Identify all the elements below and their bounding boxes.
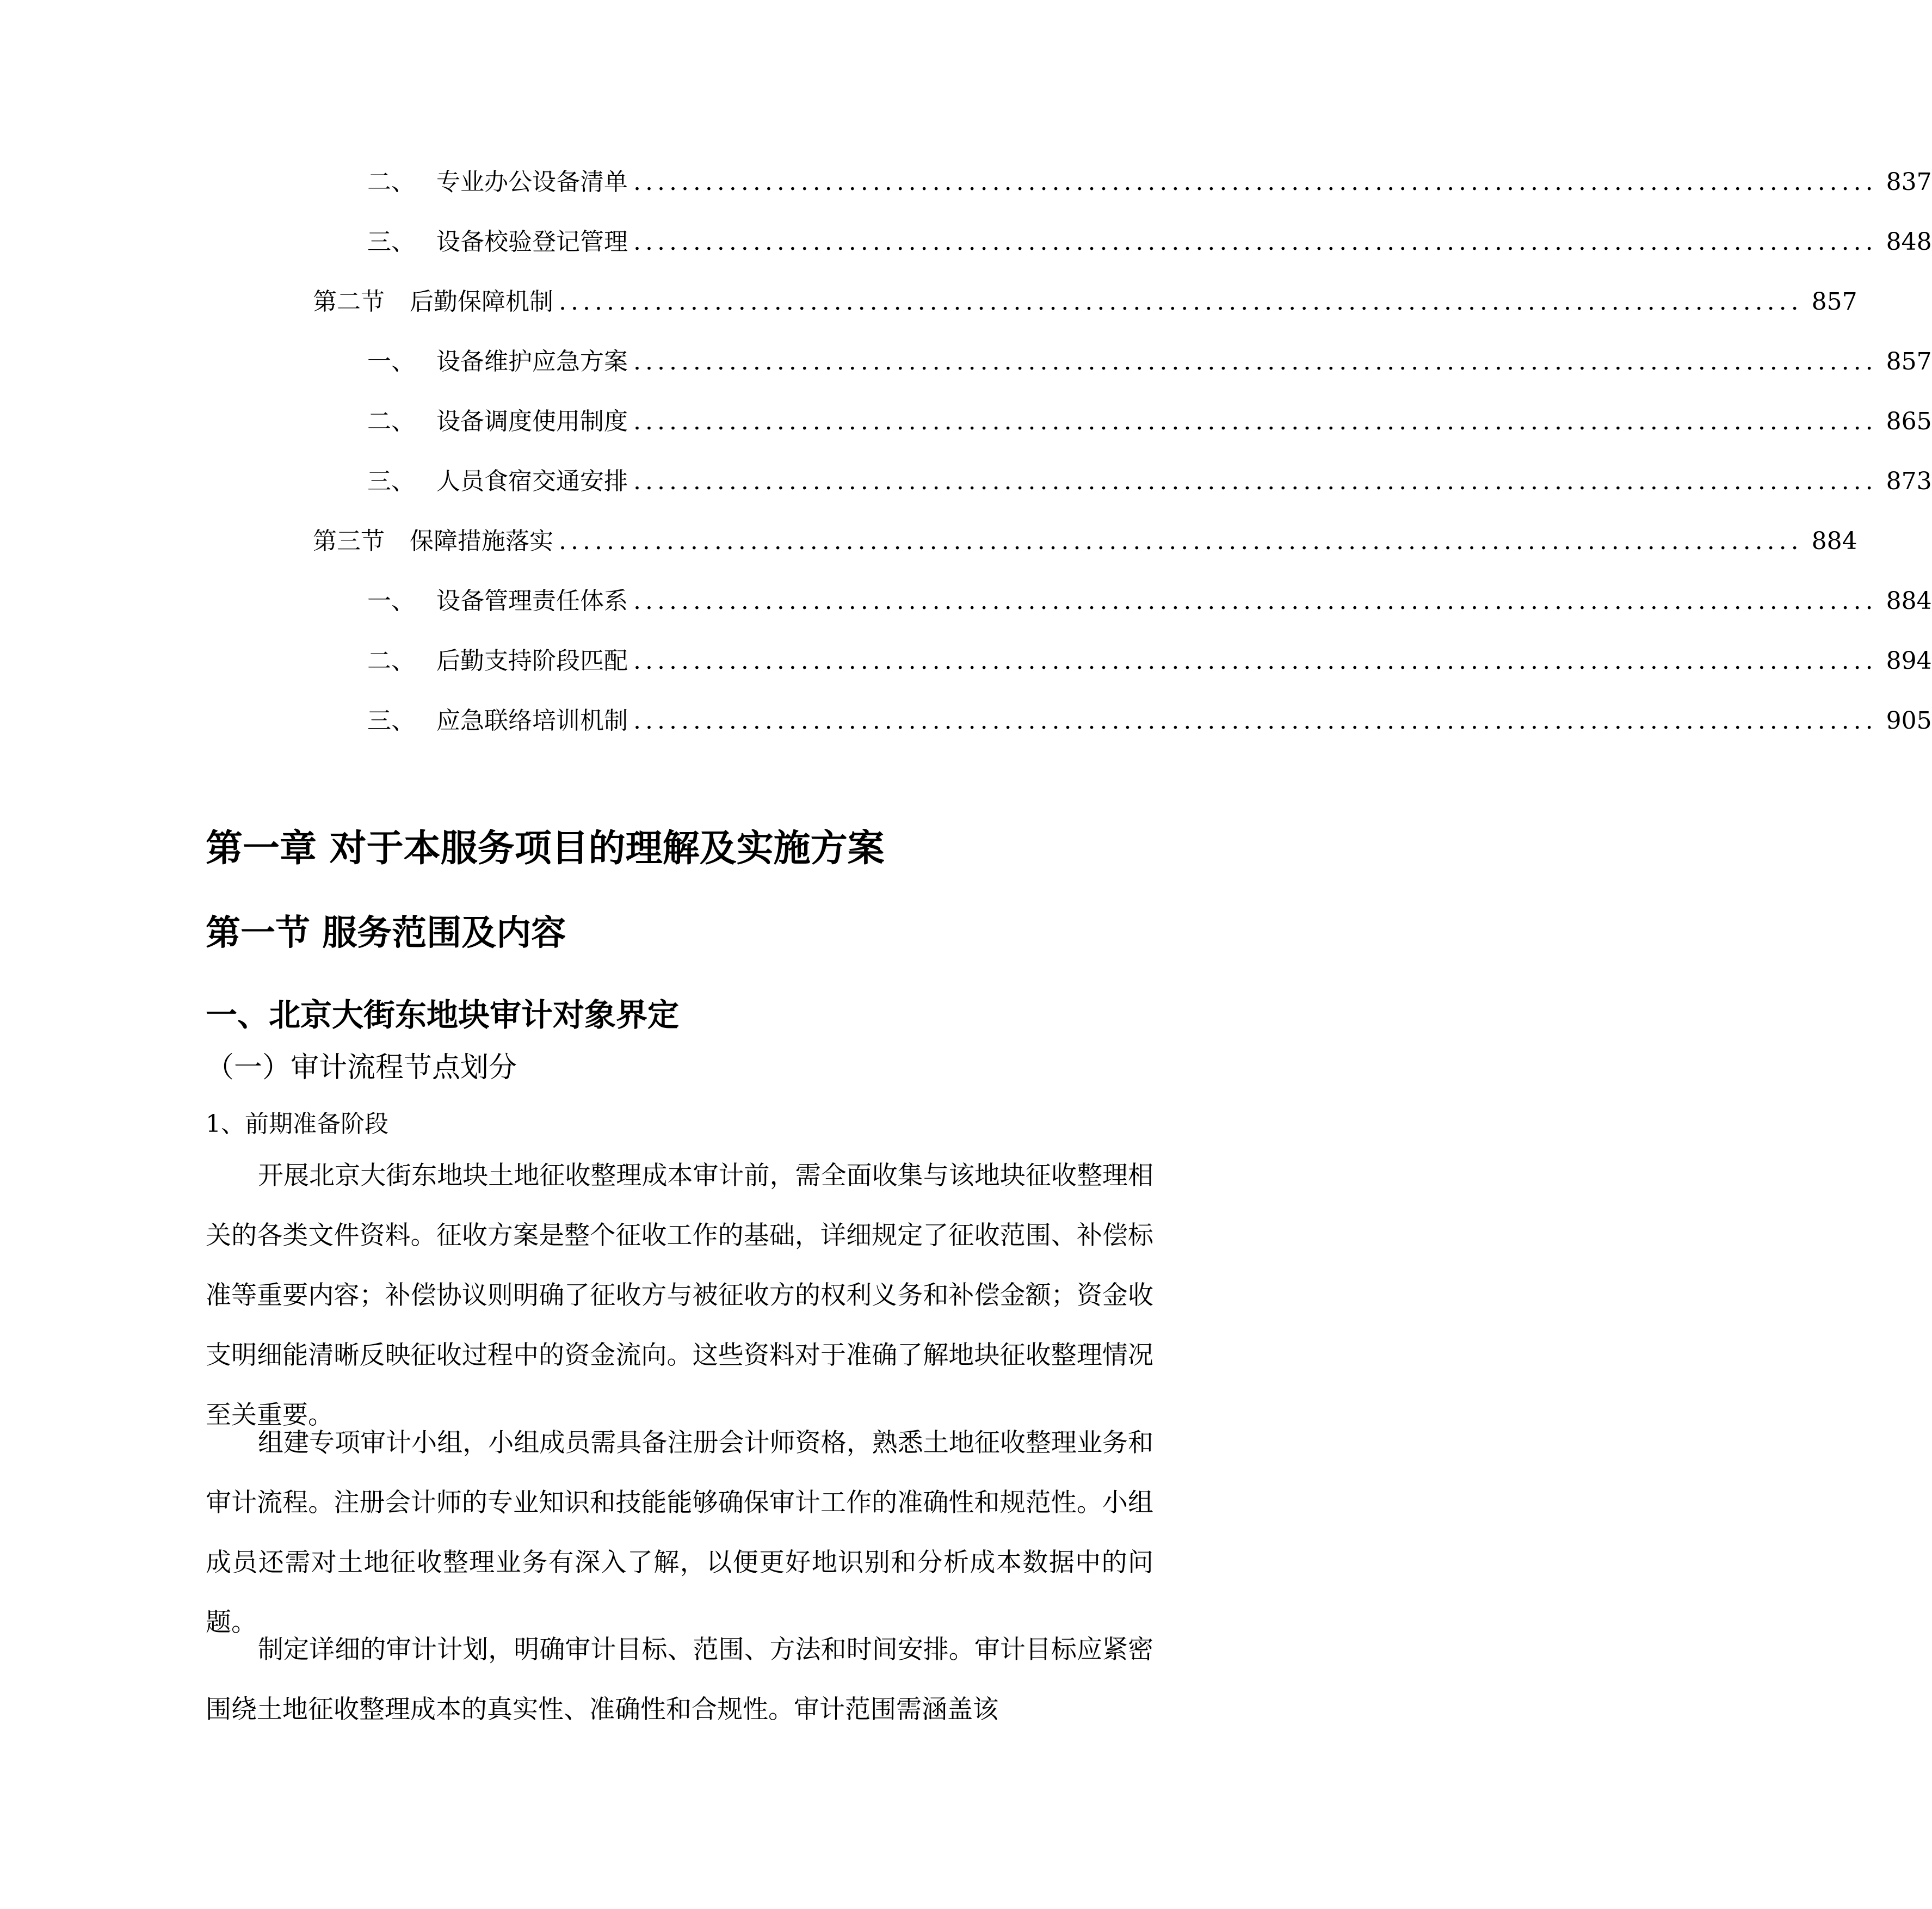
toc-dot-leader: ........................................................................................................ [633, 467, 1878, 495]
body-paragraph: 制定详细的审计计划，明确审计目标、范围、方法和时间安排。审计目标应紧密围绕土地征收整理成本的真实性、准确性和合规性。审计范围需涵盖该 [206, 1635, 1153, 1725]
toc-entry-title: 设备校验登记管理 [436, 228, 628, 256]
toc-entry-title: 专业办公设备清单 [436, 168, 628, 196]
toc-entry[interactable] [367, 642, 1932, 680]
chapter-title: 第一章 对于本服务项目的理解及实施方案 [206, 827, 885, 870]
toc-entry-page: 848 [1886, 228, 1932, 256]
body-paragraph: 开展北京大街东地块土地征收整理成本审计前，需全面收集与该地块征收整理相关的各类文件资料。征收方案是整个征收工作的基础，详细规定了征收范围、补偿标准等重要内容；补偿协议则明确了征收方与被征收方的权利义务和补偿金额；资金收支明细能清晰反映征收过程中的资金流向。这些资料对于准确了解地块征收整理情况至关重要。 [206, 1161, 1153, 1430]
toc-entry-number: 三、 [367, 228, 415, 256]
toc-entry[interactable] [367, 463, 1932, 501]
toc-entry-title: 设备调度使用制度 [436, 408, 628, 435]
toc-entry-number: 三、 [367, 707, 415, 735]
toc-dot-leader: ........................................................................................................ [633, 707, 1878, 735]
toc-entry[interactable] [367, 582, 1932, 620]
toc-entry-number: 第二节 [313, 288, 385, 316]
toc-entry[interactable] [313, 522, 1857, 561]
toc-entry-title: 设备管理责任体系 [436, 587, 628, 615]
toc-dot-leader: ........................................................................................................ [633, 587, 1878, 615]
toc-entry[interactable] [367, 163, 1932, 201]
toc-entry-page: 884 [1811, 527, 1857, 555]
section-title: 第一节 服务范围及内容 [206, 913, 566, 953]
toc-entry-title: 保障措施落实 [410, 527, 553, 555]
toc-entry-title: 后勤保障机制 [410, 288, 553, 316]
toc-entry-page: 865 [1886, 408, 1932, 435]
toc-dot-leader: ........................................................................................................ [633, 408, 1878, 435]
toc-dot-leader: ........................................................................................................ [633, 228, 1878, 256]
toc-entry-page: 905 [1886, 707, 1932, 735]
toc-dot-leader: ........................................................................................................ [559, 288, 1803, 316]
toc-entry-number: 二、 [367, 168, 415, 196]
toc-entry-number: 第三节 [313, 527, 385, 555]
toc-entry-number: 一、 [367, 348, 415, 375]
subsubsection-title: （一）审计流程节点划分 [206, 1051, 517, 1084]
stage-title: 1、前期准备阶段 [206, 1110, 388, 1138]
toc-entry-number: 一、 [367, 587, 415, 615]
toc-entry-title: 设备维护应急方案 [436, 348, 628, 375]
toc-entry-page: 857 [1811, 288, 1857, 316]
toc-entry-number: 二、 [367, 647, 415, 675]
toc-entry-title: 应急联络培训机制 [436, 707, 628, 735]
toc-entry-title: 人员食宿交通安排 [436, 467, 628, 495]
body-paragraph: 组建专项审计小组，小组成员需具备注册会计师资格，熟悉土地征收整理业务和审计流程。注册会计师的专业知识和技能能够确保审计工作的准确性和规范性。小组成员还需对土地征收整理业务有深入了解，以便更好地识别和分析成本数据中的问题。 [206, 1428, 1153, 1637]
toc-entry[interactable] [367, 223, 1932, 261]
toc-entry[interactable] [313, 283, 1857, 321]
toc-dot-leader: ........................................................................................................ [559, 527, 1803, 555]
toc-entry-page: 857 [1886, 348, 1932, 375]
toc-entry-number: 二、 [367, 408, 415, 435]
toc-entry-number: 三、 [367, 467, 415, 495]
toc-dot-leader: ........................................................................................................ [633, 168, 1878, 196]
toc-entry-page: 894 [1886, 647, 1932, 675]
toc-entry-title: 后勤支持阶段匹配 [436, 647, 628, 675]
toc-entry-page: 873 [1886, 467, 1932, 495]
toc-entry-page: 837 [1886, 168, 1932, 196]
toc-entry[interactable] [367, 343, 1932, 381]
toc-entry[interactable] [367, 403, 1932, 441]
toc-dot-leader: ........................................................................................................ [633, 647, 1878, 675]
toc-dot-leader: ........................................................................................................ [633, 348, 1878, 375]
toc-entry[interactable] [367, 702, 1932, 740]
subsection-title: 一、北京大街东地块审计对象界定 [206, 996, 680, 1033]
toc-entry-page: 884 [1886, 587, 1932, 615]
